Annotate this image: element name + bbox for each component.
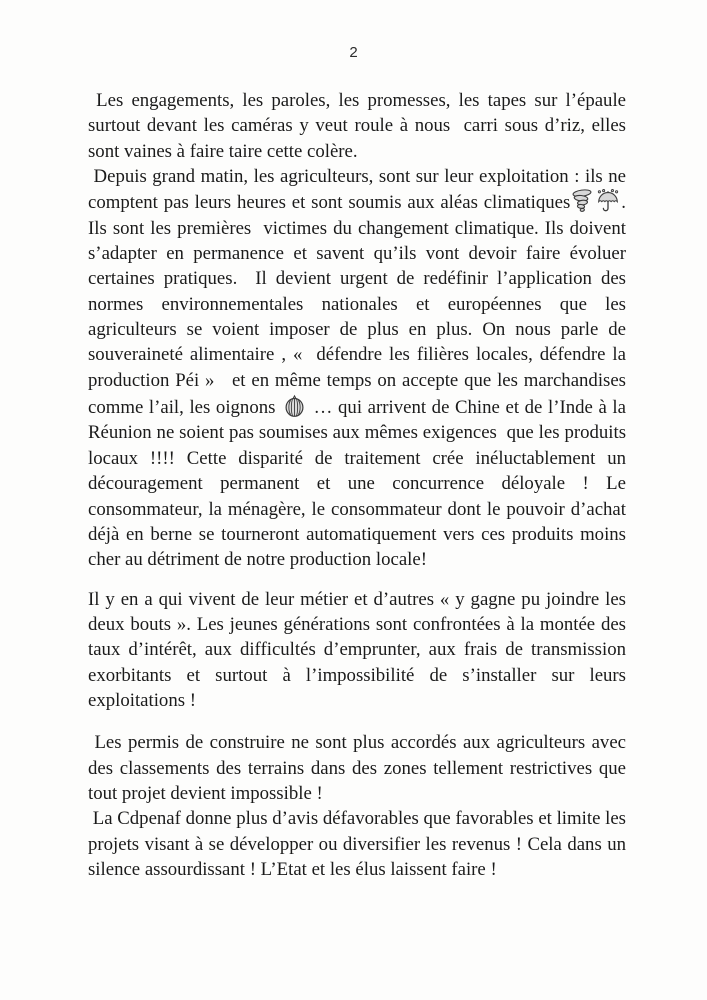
paragraph-agriculteurs-text-2: . Ils sont les premières victimes du changement climatique. Ils doivent s’adapter en permanence et savent qu’ils vont devoir faire évoluer certaines pratiques. Il devient urgent de redéfinir l’application des normes environnementales nationales et européennes que les agriculteurs se voient imposer de plus en plus. On nous parle de souveraineté alimentaire , « défendre les filières locales, défendre la production Péi » et en même temps on accepte que les marchandises comme l’ail, les oignons — [88, 192, 631, 419]
paragraph-engagements: Les engagements, les paroles, les promesses, les tapes sur l’épaule surtout devant les caméras y veut roule à nous carri sous d’riz, elles sont vaines à faire taire cette colère. — [88, 90, 631, 162]
onion-icon — [282, 393, 307, 418]
paragraph-cdpenaf: La Cdpenaf donne plus d’avis défavorables que favorables et limite les projets visant à se développer ou diversifier les revenus ! Cela dans un silence assourdissant ! L’Etat et les élus laissent faire ! — [88, 808, 631, 880]
paragraph-agriculteurs-text-1: Depuis grand matin, les agriculteurs, sont sur leur exploitation : ils ne comptent pas leurs heures et sont soumis aux aléas climatiques — [88, 166, 631, 214]
paragraph-jeunes-generations: Il y en a qui vivent de leur métier et d’autres « y gagne pu joindre les deux bouts ». Les jeunes générations sont confrontées à la montée des taux d’intérêt, aux difficultés d’emprunter, aux frais de transmission exorbitants et surtout à l’impossibilité de s’installer sur leurs exploitations ! — [88, 588, 631, 711]
document-body — [88, 88, 631, 882]
paragraph-permis-construire: Les permis de construire ne sont plus accordés aux agriculteurs avec des classements des terrains dans des zones tellement restrictives que tout projet devient impossible ! — [88, 732, 631, 804]
tornado-icon — [571, 189, 594, 213]
page-number: 2 — [349, 44, 358, 61]
umbrella-rain-icon — [596, 189, 620, 213]
paragraph-agriculteurs-text-3: … qui arrivent de Chine et de l’Inde à la Réunion ne soient pas soumises aux mêmes exigences que les produits locaux !!!! Cette disparité de traitement crée inéluctablement un découragement permanent et une concurrence déloyale ! Le consommateur, la ménagère, le consommateur dont le pouvoir d’achat déjà en berne se tourneront automatiquement vers ces produits moins cher au détriment de notre production locale! — [88, 397, 631, 571]
paragraph-agriculteurs — [88, 164, 631, 573]
